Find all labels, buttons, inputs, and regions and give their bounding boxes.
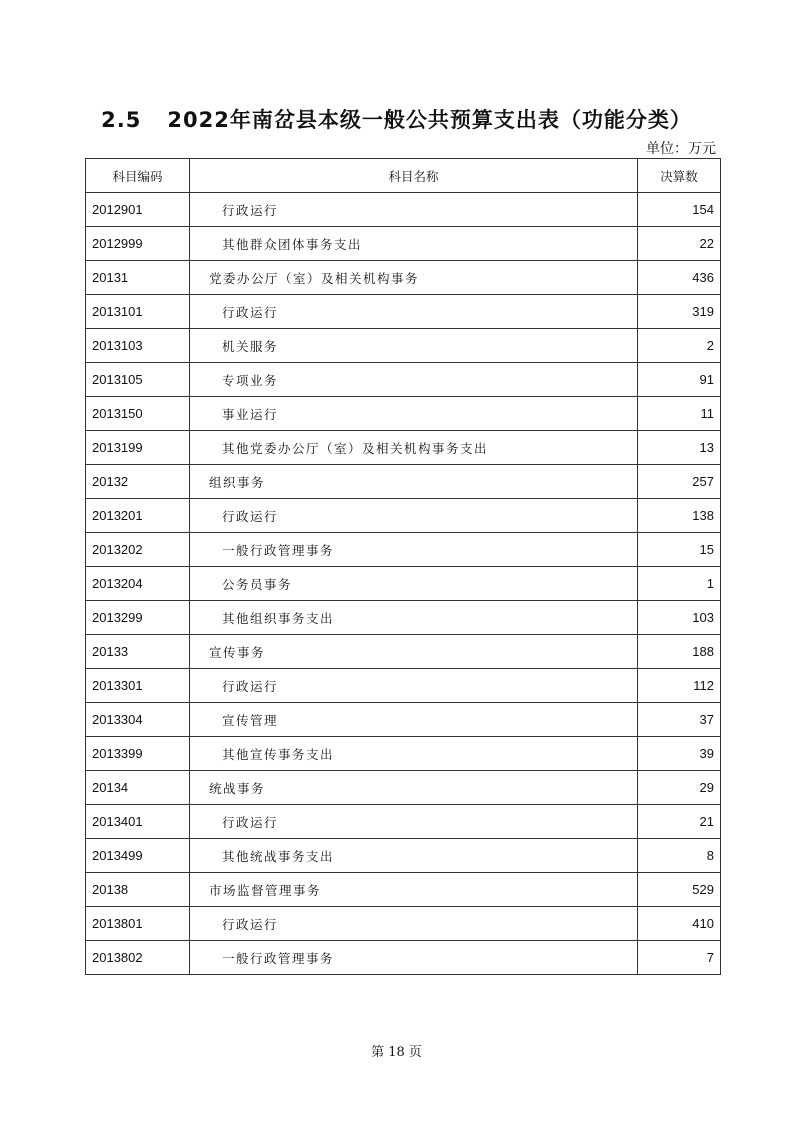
header-code: 科目编码 — [86, 159, 190, 193]
table-row — [86, 805, 721, 839]
row-name: 其他宣传事务支出 — [190, 737, 638, 771]
row-code: 2012901 — [86, 193, 190, 227]
row-name: 组织事务 — [190, 465, 638, 499]
row-code: 2013202 — [86, 533, 190, 567]
row-name: 市场监督管理事务 — [190, 873, 638, 907]
page-title — [0, 104, 793, 134]
row-amount: 15 — [638, 533, 721, 567]
table-row — [86, 601, 721, 635]
row-code: 20132 — [86, 465, 190, 499]
row-amount: 319 — [638, 295, 721, 329]
table-row — [86, 703, 721, 737]
row-amount: 257 — [638, 465, 721, 499]
row-code: 2013150 — [86, 397, 190, 431]
row-code: 2012999 — [86, 227, 190, 261]
row-amount: 154 — [638, 193, 721, 227]
row-name: 其他组织事务支出 — [190, 601, 638, 635]
title-text: 2022年南岔县本级一般公共预算支出表（功能分类） — [167, 108, 692, 132]
row-amount: 8 — [638, 839, 721, 873]
row-name: 宣传事务 — [190, 635, 638, 669]
row-name: 机关服务 — [190, 329, 638, 363]
section-number: 2.5 — [101, 108, 142, 132]
table-row — [86, 261, 721, 295]
table-row — [86, 533, 721, 567]
row-amount: 138 — [638, 499, 721, 533]
row-name: 其他统战事务支出 — [190, 839, 638, 873]
row-code: 2013201 — [86, 499, 190, 533]
row-name: 其他党委办公厅（室）及相关机构事务支出 — [190, 431, 638, 465]
table-row — [86, 329, 721, 363]
table-row — [86, 771, 721, 805]
expenditure-table — [85, 158, 721, 975]
row-name: 行政运行 — [190, 193, 638, 227]
table-header-row — [86, 159, 721, 193]
row-code: 2013399 — [86, 737, 190, 771]
row-amount: 410 — [638, 907, 721, 941]
header-name: 科目名称 — [190, 159, 638, 193]
header-amount: 决算数 — [638, 159, 721, 193]
table-row — [86, 227, 721, 261]
row-code: 2013105 — [86, 363, 190, 397]
row-code: 2013204 — [86, 567, 190, 601]
row-amount: 7 — [638, 941, 721, 975]
table-row — [86, 363, 721, 397]
page-number: 第 18 页 — [371, 1045, 422, 1060]
row-code: 2013299 — [86, 601, 190, 635]
row-amount: 2 — [638, 329, 721, 363]
row-name: 宣传管理 — [190, 703, 638, 737]
row-name: 一般行政管理事务 — [190, 941, 638, 975]
row-code: 2013103 — [86, 329, 190, 363]
row-name: 行政运行 — [190, 669, 638, 703]
table-row — [86, 397, 721, 431]
table-row — [86, 737, 721, 771]
row-amount: 112 — [638, 669, 721, 703]
row-name: 事业运行 — [190, 397, 638, 431]
table-row — [86, 499, 721, 533]
row-amount: 91 — [638, 363, 721, 397]
row-name: 一般行政管理事务 — [190, 533, 638, 567]
row-amount: 11 — [638, 397, 721, 431]
row-name: 行政运行 — [190, 805, 638, 839]
table-row — [86, 295, 721, 329]
table-row — [86, 567, 721, 601]
row-code: 2013304 — [86, 703, 190, 737]
row-name: 行政运行 — [190, 499, 638, 533]
row-amount: 103 — [638, 601, 721, 635]
row-code: 2013801 — [86, 907, 190, 941]
row-amount: 13 — [638, 431, 721, 465]
row-amount: 22 — [638, 227, 721, 261]
row-code: 20138 — [86, 873, 190, 907]
row-code: 2013802 — [86, 941, 190, 975]
row-amount: 37 — [638, 703, 721, 737]
row-name: 其他群众团体事务支出 — [190, 227, 638, 261]
row-name: 专项业务 — [190, 363, 638, 397]
row-code: 20131 — [86, 261, 190, 295]
row-name: 行政运行 — [190, 907, 638, 941]
table-row — [86, 465, 721, 499]
table-row — [86, 873, 721, 907]
table-body — [86, 193, 721, 975]
unit-label: 单位：万元 — [646, 141, 716, 157]
row-code: 2013301 — [86, 669, 190, 703]
row-amount: 39 — [638, 737, 721, 771]
row-code: 20133 — [86, 635, 190, 669]
row-amount: 1 — [638, 567, 721, 601]
row-code: 2013199 — [86, 431, 190, 465]
row-code: 2013101 — [86, 295, 190, 329]
row-amount: 29 — [638, 771, 721, 805]
row-name: 党委办公厅（室）及相关机构事务 — [190, 261, 638, 295]
row-code: 20134 — [86, 771, 190, 805]
table-row — [86, 907, 721, 941]
row-amount: 21 — [638, 805, 721, 839]
table-row — [86, 431, 721, 465]
table-row — [86, 941, 721, 975]
table-row — [86, 193, 721, 227]
table-row — [86, 635, 721, 669]
row-code: 2013499 — [86, 839, 190, 873]
table-row — [86, 839, 721, 873]
row-amount: 188 — [638, 635, 721, 669]
row-code: 2013401 — [86, 805, 190, 839]
row-name: 统战事务 — [190, 771, 638, 805]
row-name: 公务员事务 — [190, 567, 638, 601]
row-name: 行政运行 — [190, 295, 638, 329]
row-amount: 436 — [638, 261, 721, 295]
row-amount: 529 — [638, 873, 721, 907]
table-row — [86, 669, 721, 703]
